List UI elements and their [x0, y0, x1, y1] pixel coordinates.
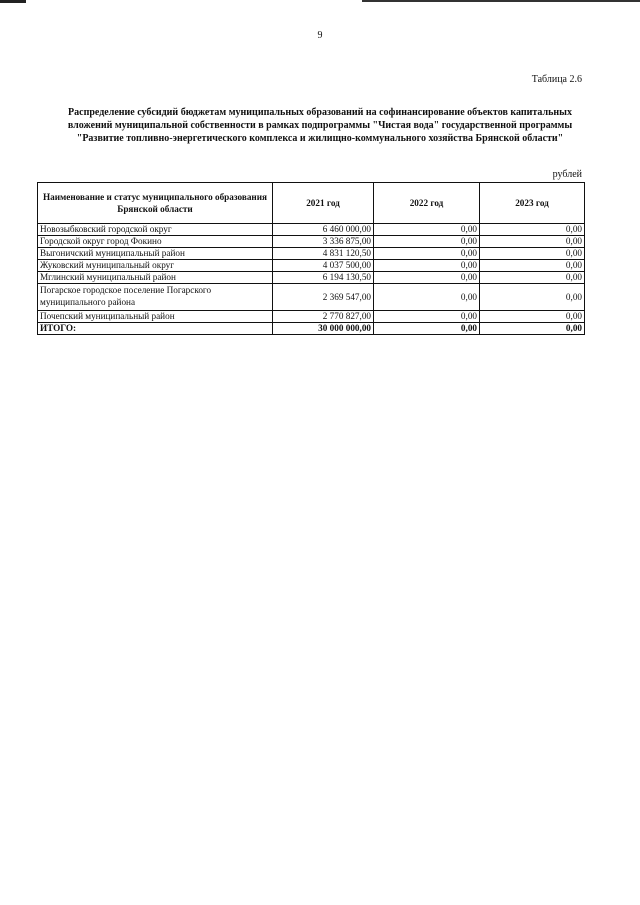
title-line: вложений муниципальной собственности в рамках подпрограммы "Чистая вода" государственной программы [67, 120, 573, 131]
units-label: рублей [552, 169, 582, 180]
header-municipality: Наименование и статус муниципального образования Брянской области [38, 183, 273, 224]
cell-municipality: Жуковский муниципальный округ [38, 260, 273, 272]
header-2021: 2021 год [273, 183, 374, 224]
cell-municipality: Мглинский муниципальный район [38, 272, 273, 284]
cell-2021: 4 831 120,50 [273, 248, 374, 260]
cell-2022: 0,00 [374, 272, 480, 284]
cell-2021: 6 460 000,00 [273, 224, 374, 236]
total-2023: 0,00 [480, 323, 585, 335]
cell-municipality: Погарское городское поселение Погарского муниципального района [38, 284, 273, 311]
title-line: Распределение субсидий бюджетам муниципальных образований на софинансирование объектов капитальных [68, 107, 572, 118]
cell-municipality: Выгоничский муниципальный район [38, 248, 273, 260]
cell-2022: 0,00 [374, 236, 480, 248]
table-row [38, 311, 585, 323]
cell-2022: 0,00 [374, 224, 480, 236]
total-2021: 30 000 000,00 [273, 323, 374, 335]
subsidies-table [37, 182, 585, 335]
cell-2023: 0,00 [480, 260, 585, 272]
table-row [38, 248, 585, 260]
cell-2022: 0,00 [374, 284, 480, 311]
document-title [40, 106, 600, 145]
scan-edge-mark-left [0, 0, 26, 3]
header-2022: 2022 год [374, 183, 480, 224]
cell-2021: 3 336 875,00 [273, 236, 374, 248]
cell-2023: 0,00 [480, 248, 585, 260]
cell-2023: 0,00 [480, 284, 585, 311]
cell-municipality: Почепский муниципальный район [38, 311, 273, 323]
table-header-row [38, 183, 585, 224]
table-row [38, 236, 585, 248]
table-row [38, 272, 585, 284]
cell-2022: 0,00 [374, 311, 480, 323]
cell-2022: 0,00 [374, 260, 480, 272]
table-label: Таблица 2.6 [531, 74, 582, 85]
cell-2023: 0,00 [480, 224, 585, 236]
cell-2021: 4 037 500,00 [273, 260, 374, 272]
cell-2023: 0,00 [480, 272, 585, 284]
table-total-row [38, 323, 585, 335]
cell-2022: 0,00 [374, 248, 480, 260]
total-2022: 0,00 [374, 323, 480, 335]
cell-2021: 6 194 130,50 [273, 272, 374, 284]
table-row [38, 224, 585, 236]
total-label: ИТОГО: [38, 323, 273, 335]
cell-2021: 2 369 547,00 [273, 284, 374, 311]
table-row [38, 284, 585, 311]
table-row [38, 260, 585, 272]
header-2023: 2023 год [480, 183, 585, 224]
cell-2021: 2 770 827,00 [273, 311, 374, 323]
page-number: 9 [317, 30, 323, 41]
cell-municipality: Новозыбковский городской округ [38, 224, 273, 236]
cell-2023: 0,00 [480, 236, 585, 248]
cell-municipality: Городской округ город Фокино [38, 236, 273, 248]
title-line: "Развитие топливно-энергетического комплекса и жилищно-коммунального хозяйства Брянской области" [76, 133, 564, 144]
cell-2023: 0,00 [480, 311, 585, 323]
scan-edge-mark-right [362, 0, 640, 2]
